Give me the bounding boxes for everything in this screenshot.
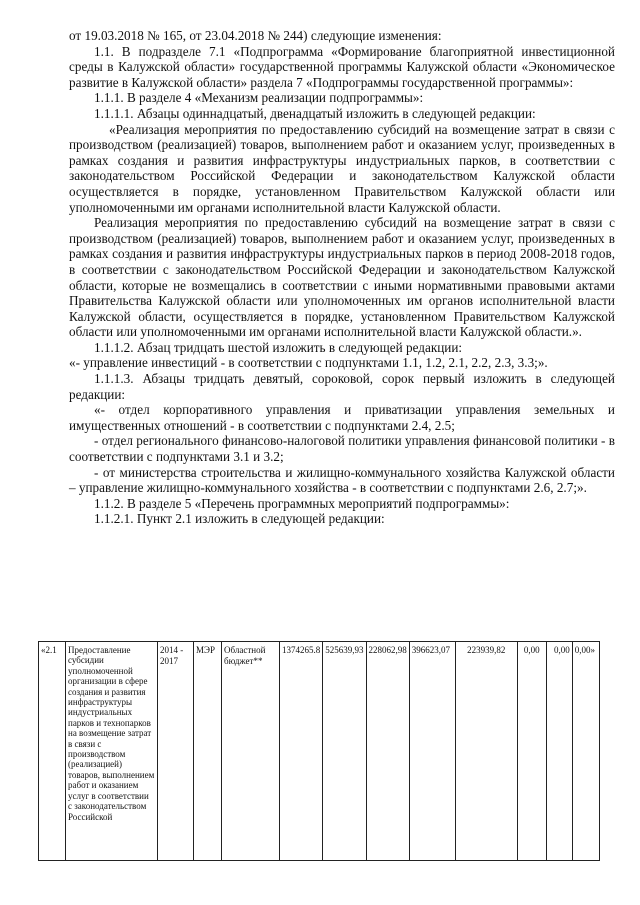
paragraph-intro: от 19.03.2018 № 165, от 23.04.2018 № 244) следующие изменения: [69, 28, 442, 43]
paragraph-quote-4: «- отдел корпоративного управления и приватизации управления земельных и имущественных отношений - в соответствии с подпунктами 2.4, 2.5; [69, 402, 615, 433]
document-body [69, 28, 615, 527]
cell-year-7: 0,00» [572, 642, 599, 861]
table-row [39, 642, 600, 861]
paragraph-1-1-1: 1.1.1. В разделе 4 «Механизм реализации подпрограммы»: [94, 90, 424, 106]
paragraph-quote-5: - отдел регионального финансово-налоговой политики управления финансовой политики - в соответствии с подпунктами 3.1 и 3.2; [69, 433, 615, 465]
paragraph-1-1-1-1: 1.1.1.1. Абзацы одиннадцатый, двенадцатый изложить в следующей редакции: [94, 105, 536, 121]
cell-total: 1374265.8 [280, 642, 323, 861]
paragraph-quote-6: - от министерства строительства и жилищно-коммунального хозяйства Калужской области – управление жилищно-коммунального хозяйства - в соответствии с подпунктами 2.6, 2.7;». [69, 464, 615, 496]
cell-description: Предоставление субсидии уполномоченной организации в сфере создания и развития инфраструктуры индустриальных парков и технопарков на возмещение затрат в связи с производством (реализацией) товаров, выполнением работ и оказанием услуг в соответствии с законодательством Российской [66, 642, 158, 861]
cell-executor: МЭР [194, 642, 222, 861]
cell-year-1: 525639,93 [323, 642, 366, 861]
cell-year-4: 223939,82 [455, 642, 517, 861]
program-table [38, 641, 600, 861]
cell-year-5: 0,00 [517, 642, 546, 861]
paragraph-quote-1: «Реализация мероприятия по предоставлению субсидий на возмещение затрат в связи с производством (реализацией) товаров, выполнением работ и оказанием услуг, произведенных в рамках создания и развития инфраструктуры индустриальных парков, в соответствии с законодательством Российской Федерации и законодательством Калужской области осуществляется в порядке, установленном Правительством Калужской области или уполномоченными им органами исполнительной власти Калужской области. [69, 121, 615, 215]
paragraph-1-1: 1.1. В подразделе 7.1 «Подпрограмма «Формирование благоприятной инвестиционной среды в Калужской области» государственной программы Калужской области «Экономическое развитие в Калужской области» раздела 7 «Подпрограммы государственной программы»: [69, 43, 615, 90]
cell-year-2: 228062,98 [366, 642, 409, 861]
cell-period: 2014 - 2017 [158, 642, 194, 861]
paragraph-quote-2: Реализация мероприятия по предоставлению субсидий на возмещение затрат в связи с производством (реализацией) товаров, выполнением работ и оказанием услуг, произведенных в рамках создания и развития инфраструктуры индустриальных парков в период 2008-2018 годов, в соответствии с законодательством Российской Федерации и законодательством Калужской области, которые не возмещались в соответствии с иными нормативными правовыми актами Правительства Калужской области или уполномоченных им органов исполнительной власти Калужской области, осуществляется в порядке, установленном Правительством Калужской области или уполномоченными им органами исполнительной власти Калужской области.». [69, 215, 615, 340]
paragraph-quote-3: «- управление инвестиций - в соответствии с подпунктами 1.1, 1.2, 2.1, 2.2, 2.3, 3.3;». [69, 355, 548, 371]
paragraph-1-1-2-1: 1.1.2.1. Пункт 2.1 изложить в следующей редакции: [94, 511, 385, 527]
cell-funding-source: Областной бюджет** [222, 642, 280, 861]
cell-year-6: 0,00 [546, 642, 572, 861]
cell-year-3: 396623,07 [409, 642, 455, 861]
paragraph-1-1-2: 1.1.2. В разделе 5 «Перечень программных мероприятий подпрограммы»: [94, 495, 510, 511]
paragraph-1-1-1-3: 1.1.1.3. Абзацы тридцать девятый, сороковой, сорок первый изложить в следующей редакции: [69, 371, 615, 402]
paragraph-1-1-1-2: 1.1.1.2. Абзац тридцать шестой изложить в следующей редакции: [94, 339, 463, 355]
cell-item-number: «2.1 [39, 642, 66, 861]
